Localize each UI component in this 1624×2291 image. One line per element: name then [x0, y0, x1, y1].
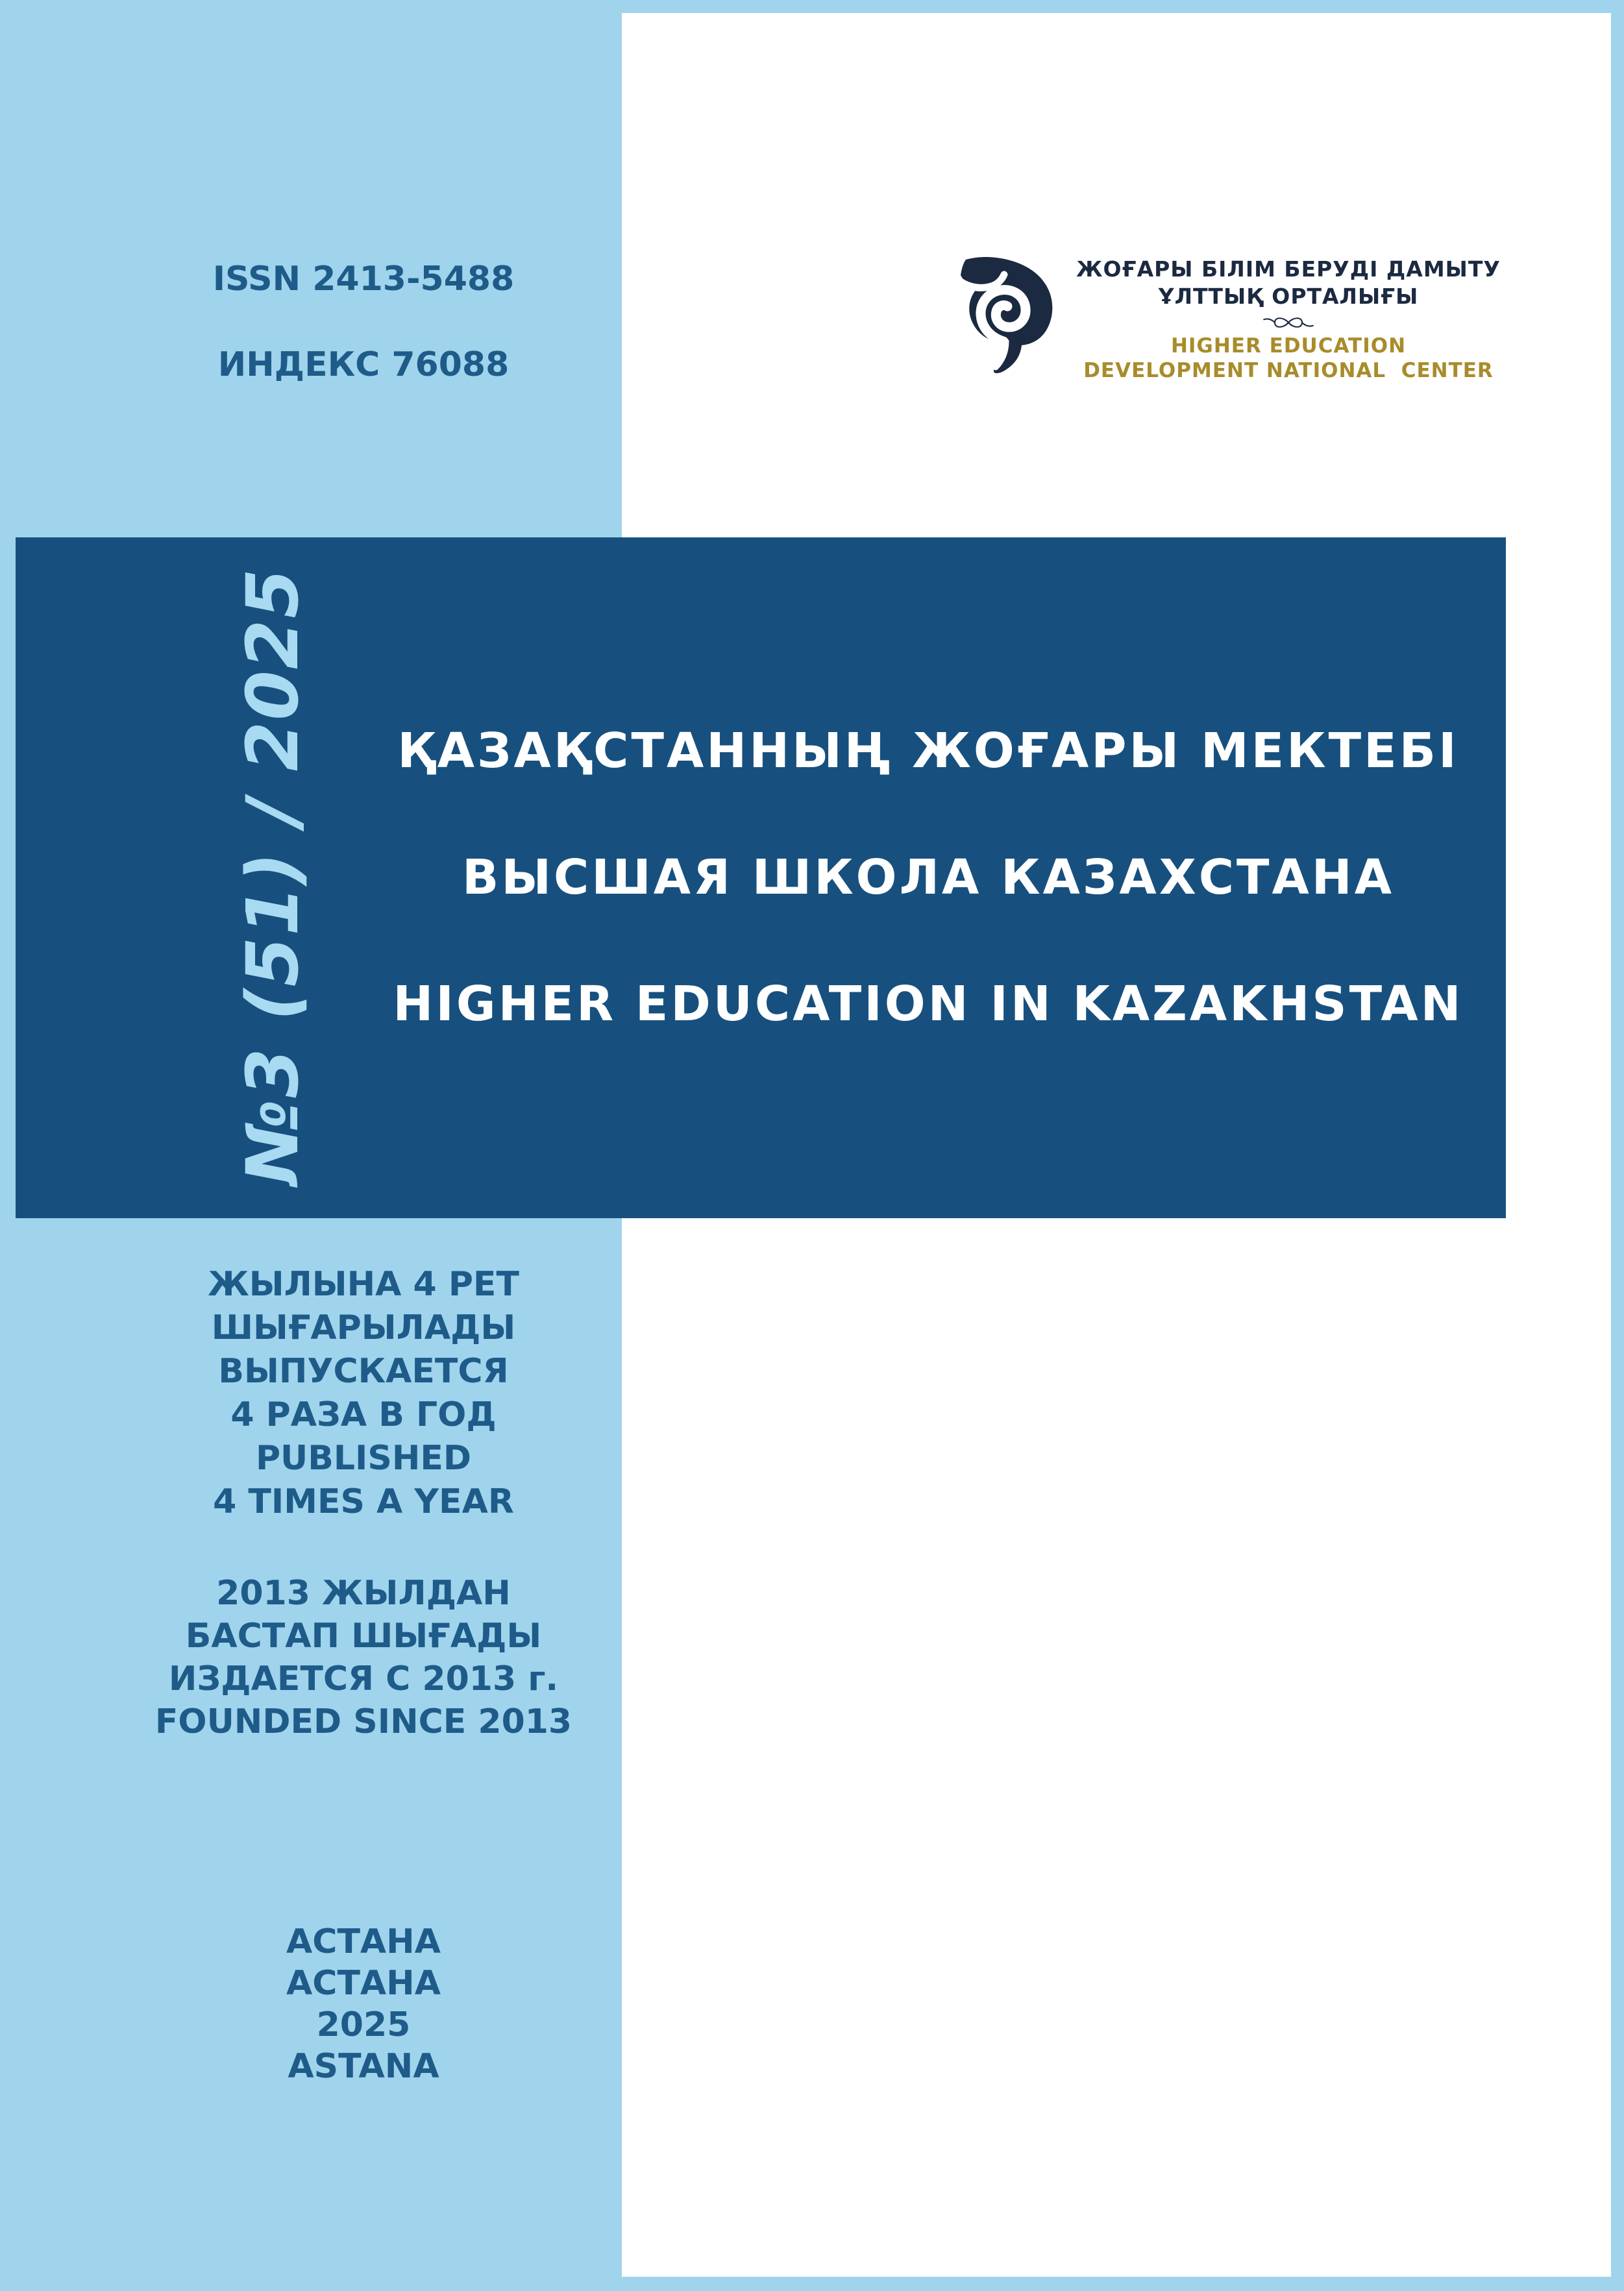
imprint-line: АСТАНА — [286, 1964, 441, 2003]
publisher-name-kk-line2: ҰЛТТЫҚ ОРТАЛЫҒЫ — [1158, 284, 1419, 309]
imprint-line: 2025 — [316, 2005, 411, 2044]
issn-number: ISSN 2413-5488 — [212, 260, 515, 299]
infinity-swirl-icon — [1230, 313, 1347, 332]
frequency-line: ЖЫЛЫНА 4 РЕТ — [208, 1265, 519, 1304]
founded-note — [78, 1572, 649, 1743]
journal-title-kk: ҚАЗАҚСТАННЫҢ ЖОҒАРЫ МЕКТЕБІ — [397, 723, 1459, 779]
imprint-line: ASTANA — [288, 2047, 439, 2086]
frequency-line: 4 TIMES A YEAR — [213, 1482, 514, 1521]
journal-titles — [363, 537, 1493, 1218]
publisher-name-en-line2: DEVELOPMENT NATIONAL CENTER — [1083, 359, 1494, 382]
frequency-note — [78, 1263, 649, 1524]
frequency-line: 4 РАЗА В ГОД — [230, 1395, 497, 1434]
publisher-name-kk-line1: ЖОҒАРЫ БІЛІМ БЕРУДІ ДАМЫТУ — [1076, 256, 1501, 282]
journal-title-ru: ВЫСШАЯ ШКОЛА КАЗАХСТАНА — [461, 850, 1395, 906]
subscription-index: ИНДЕКС 76088 — [217, 345, 510, 384]
founded-line: ИЗДАЕТСЯ С 2013 г. — [168, 1660, 559, 1698]
founded-line: 2013 ЖЫЛДАН — [216, 1574, 511, 1613]
journal-title-en: HIGHER EDUCATION IN KAZAKHSTAN — [393, 975, 1464, 1032]
frequency-line: ШЫҒАРЫЛАДЫ — [211, 1308, 516, 1347]
imprint — [78, 1921, 649, 2087]
publisher-logo-text — [1055, 256, 1522, 383]
frequency-line: ВЫПУСКАЕТСЯ — [218, 1352, 509, 1391]
publisher-name-en-line1: HIGHER EDUCATION — [1170, 334, 1407, 358]
issue-number: №3 (51) / 2025 — [231, 567, 314, 1185]
founded-line: FOUNDED SINCE 2013 — [154, 1702, 572, 1741]
frequency-line: PUBLISHED — [255, 1439, 472, 1478]
founded-line: БАСТАП ШЫҒАДЫ — [185, 1617, 542, 1656]
imprint-line: АСТАНА — [286, 1922, 441, 1961]
